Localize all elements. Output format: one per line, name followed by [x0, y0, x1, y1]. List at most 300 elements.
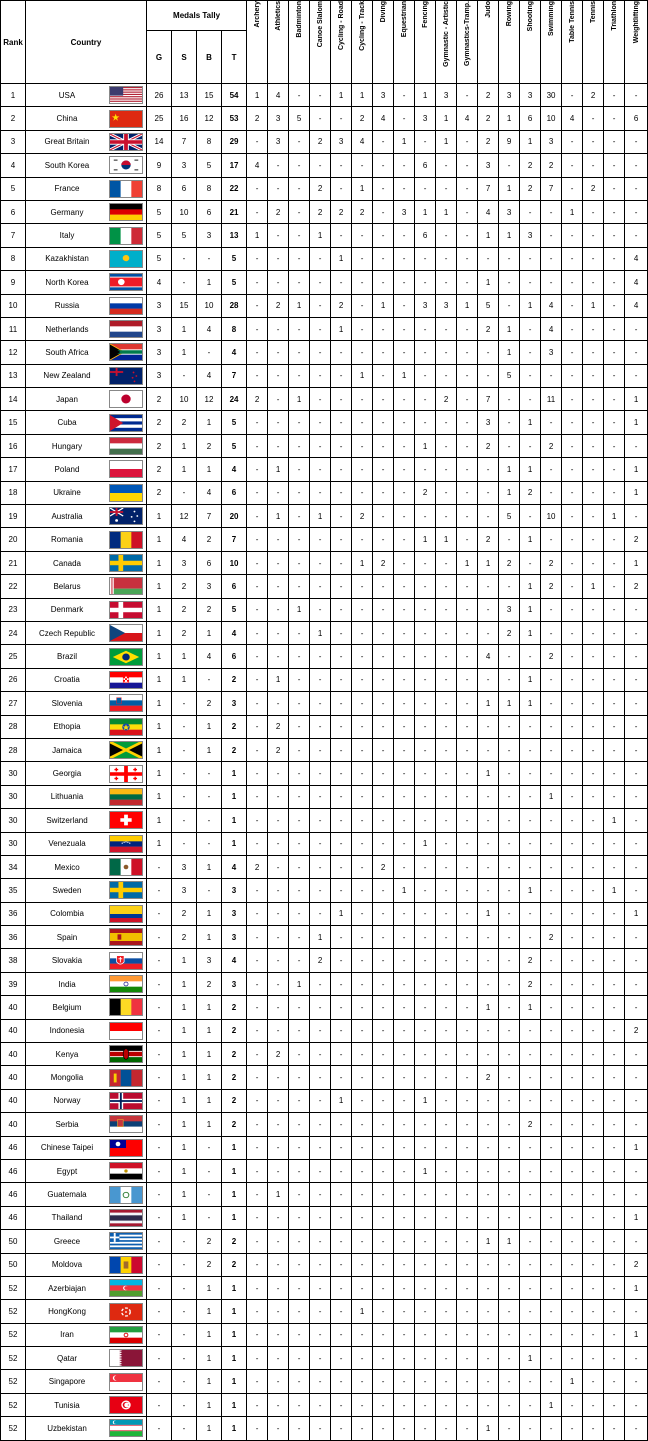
rank-cell: 35: [1, 879, 26, 902]
sport-cell: -: [604, 1370, 625, 1393]
sport-cell: -: [310, 972, 331, 995]
sport-cell: -: [562, 1136, 583, 1159]
country-cell: [26, 247, 147, 270]
sport-cell: 2: [583, 84, 604, 107]
sport-cell: 1: [247, 224, 268, 247]
sport-cell: -: [352, 972, 373, 995]
sport-cell: -: [478, 879, 499, 902]
sport-cell: -: [268, 1300, 289, 1323]
gold-cell: 1: [147, 551, 172, 574]
gold-cell: 9: [147, 154, 172, 177]
sport-cell: -: [478, 1136, 499, 1159]
sport-cell: 1: [604, 879, 625, 902]
bronze-cell: -: [197, 668, 222, 691]
sport-cell: -: [352, 528, 373, 551]
skorea-flag-icon: [108, 156, 144, 174]
sport-cell: 2: [625, 528, 648, 551]
country-name: Indonesia: [49, 1026, 85, 1036]
rank-cell: 38: [1, 949, 26, 972]
bronze-cell: 6: [197, 200, 222, 223]
sport-cell: -: [394, 1206, 415, 1229]
sport-cell: 1: [478, 692, 499, 715]
sport-cell: -: [436, 364, 457, 387]
country-name: Chinese Taipei: [40, 1143, 94, 1153]
bronze-cell: 4: [197, 317, 222, 340]
sport-cell: -: [289, 668, 310, 691]
sport-cell: -: [478, 1206, 499, 1229]
sport-cell: -: [289, 1393, 310, 1416]
sport-cell: -: [499, 388, 520, 411]
sport-cell: -: [457, 84, 478, 107]
sport-cell: -: [289, 785, 310, 808]
sport-cell: 1: [457, 551, 478, 574]
sport-cell: -: [499, 1347, 520, 1370]
sport-cell: -: [625, 1370, 648, 1393]
country-cell: [26, 855, 147, 878]
sport-cell: -: [394, 1230, 415, 1253]
country-name: Switzerland: [46, 815, 88, 825]
sport-cell: -: [457, 200, 478, 223]
sport-cell: -: [520, 247, 541, 270]
sport-cell: -: [352, 1159, 373, 1182]
sport-cell: -: [499, 411, 520, 434]
sport-cell: -: [247, 972, 268, 995]
sport-cell: -: [604, 1183, 625, 1206]
sport-cell: -: [541, 1347, 562, 1370]
sport-cell: -: [310, 1276, 331, 1299]
gold-cell: -: [147, 1393, 172, 1416]
sport-cell: -: [625, 692, 648, 715]
country-cell: [26, 481, 147, 504]
silver-cell: 3: [172, 551, 197, 574]
sport-cell: -: [562, 177, 583, 200]
country-name: Kenya: [55, 1049, 79, 1059]
sport-cell: -: [583, 926, 604, 949]
country-cell: [26, 598, 147, 621]
sport-cell: -: [289, 645, 310, 668]
country-cell: [26, 411, 147, 434]
rank-cell: 22: [1, 575, 26, 598]
table-row: [1, 1370, 648, 1393]
sport-cell: -: [583, 1276, 604, 1299]
sport-cell: -: [373, 388, 394, 411]
sport-cell: -: [289, 575, 310, 598]
sport-cell: -: [352, 762, 373, 785]
sport-cell: -: [289, 1276, 310, 1299]
sport-cell: -: [268, 879, 289, 902]
sport-cell: -: [331, 996, 352, 1019]
sweden-flag-icon: [108, 881, 144, 899]
country-cell: [26, 668, 147, 691]
sport-cell: -: [268, 1113, 289, 1136]
silver-cell: 2: [172, 575, 197, 598]
sport-cell: -: [457, 458, 478, 481]
sport-cell: -: [562, 1347, 583, 1370]
sport-cell: -: [562, 645, 583, 668]
country-name: Egypt: [56, 1166, 78, 1176]
sport-cell: -: [625, 364, 648, 387]
sport-cell: 4: [478, 645, 499, 668]
gold-cell: 1: [147, 528, 172, 551]
moldova-flag-icon: [108, 1256, 144, 1274]
sport-cell: 1: [478, 551, 499, 574]
sport-cell: 1: [499, 1230, 520, 1253]
country-name: Italy: [59, 231, 75, 241]
cuba-flag-icon: [108, 414, 144, 432]
sport-cell: -: [352, 1370, 373, 1393]
japan-flag-icon: [108, 390, 144, 408]
sport-cell: -: [478, 1159, 499, 1182]
sport-cell: 2: [541, 645, 562, 668]
silver-cell: 15: [172, 294, 197, 317]
sport-cell: -: [289, 458, 310, 481]
sport-cell: -: [583, 1066, 604, 1089]
sport-cell: -: [331, 668, 352, 691]
sport-cell: -: [331, 1136, 352, 1159]
table-row: [1, 645, 648, 668]
silver-cell: -: [172, 1323, 197, 1346]
silver-cell: 1: [172, 1183, 197, 1206]
sport-cell: -: [310, 388, 331, 411]
sport-cell: -: [268, 575, 289, 598]
gold-cell: -: [147, 1066, 172, 1089]
sport-cell: -: [562, 1183, 583, 1206]
sport-cell: -: [310, 1019, 331, 1042]
sport-cell: -: [478, 1300, 499, 1323]
sport-cell: 1: [478, 902, 499, 925]
sport-cell: 1: [625, 1136, 648, 1159]
sport-cell: -: [394, 1089, 415, 1112]
sport-cell: -: [604, 458, 625, 481]
sport-cell: -: [268, 154, 289, 177]
sport-cell: -: [247, 575, 268, 598]
gold-cell: 26: [147, 84, 172, 107]
country-name: Slovenia: [51, 698, 83, 708]
country-name: New Zealand: [43, 371, 91, 381]
sport-cell: -: [394, 809, 415, 832]
header-sport-13: Shooting: [520, 1, 541, 84]
bronze-cell: 1: [197, 621, 222, 644]
sport-cell: 4: [541, 317, 562, 340]
country-name: South Korea: [44, 160, 90, 170]
gold-cell: 1: [147, 692, 172, 715]
sport-cell: -: [352, 668, 373, 691]
sport-cell: 2: [247, 388, 268, 411]
sport-cell: -: [520, 855, 541, 878]
total-cell: 29: [222, 130, 247, 153]
sport-cell: -: [394, 1043, 415, 1066]
sport-cell: 1: [520, 411, 541, 434]
country-name: Hungary: [51, 441, 83, 451]
sport-cell: -: [247, 996, 268, 1019]
rank-cell: 52: [1, 1347, 26, 1370]
sport-cell: -: [436, 1417, 457, 1440]
silver-cell: 3: [172, 154, 197, 177]
sport-cell: -: [310, 1113, 331, 1136]
sport-cell: -: [394, 1370, 415, 1393]
silver-cell: -: [172, 809, 197, 832]
sport-cell: 2: [352, 505, 373, 528]
country-name: South Africa: [45, 347, 89, 357]
sport-cell: -: [268, 785, 289, 808]
sport-cell: 1: [415, 1089, 436, 1112]
gold-cell: -: [147, 1043, 172, 1066]
country-cell: [26, 1206, 147, 1229]
sport-cell: -: [604, 1230, 625, 1253]
sport-cell: -: [604, 1159, 625, 1182]
table-row: [1, 715, 648, 738]
sport-cell: -: [457, 1347, 478, 1370]
sport-cell: -: [415, 130, 436, 153]
sport-cell: -: [520, 434, 541, 457]
sport-cell: -: [562, 855, 583, 878]
sport-cell: -: [457, 1300, 478, 1323]
sport-cell: -: [625, 949, 648, 972]
sport-cell: -: [289, 1066, 310, 1089]
sport-cell: -: [499, 1043, 520, 1066]
bronze-cell: 1: [197, 1276, 222, 1299]
sport-cell: -: [457, 855, 478, 878]
sport-cell: -: [310, 1136, 331, 1159]
sport-cell: -: [541, 1066, 562, 1089]
sport-cell: -: [436, 434, 457, 457]
header-sport-8: Fencing: [415, 1, 436, 84]
country-cell: [26, 364, 147, 387]
rank-cell: 7: [1, 224, 26, 247]
sport-cell: -: [604, 598, 625, 621]
sport-cell: -: [310, 1323, 331, 1346]
sport-cell: 1: [499, 458, 520, 481]
gold-cell: 5: [147, 200, 172, 223]
sport-cell: -: [289, 551, 310, 574]
country-cell: [26, 926, 147, 949]
sport-cell: -: [583, 668, 604, 691]
sport-cell: -: [268, 902, 289, 925]
sport-cell: -: [310, 107, 331, 130]
sport-cell: -: [520, 341, 541, 364]
sport-cell: -: [415, 1347, 436, 1370]
sport-cell: -: [436, 668, 457, 691]
sport-cell: -: [373, 972, 394, 995]
silver-cell: -: [172, 1347, 197, 1370]
sport-cell: -: [583, 107, 604, 130]
total-cell: 28: [222, 294, 247, 317]
sport-cell: -: [373, 1417, 394, 1440]
country-cell: [26, 271, 147, 294]
sport-cell: -: [310, 84, 331, 107]
sport-cell: -: [331, 575, 352, 598]
silver-cell: 1: [172, 972, 197, 995]
table-row: [1, 1043, 648, 1066]
table-row: [1, 294, 648, 317]
sport-cell: -: [436, 972, 457, 995]
sport-cell: -: [604, 738, 625, 761]
sport-cell: -: [373, 1276, 394, 1299]
gold-cell: -: [147, 1019, 172, 1042]
sport-cell: -: [457, 926, 478, 949]
silver-cell: 1: [172, 1066, 197, 1089]
header-country: Country: [26, 1, 147, 84]
silver-cell: -: [172, 762, 197, 785]
sport-cell: -: [394, 1019, 415, 1042]
sport-cell: -: [289, 1089, 310, 1112]
sport-cell: -: [373, 411, 394, 434]
sport-cell: -: [289, 1347, 310, 1370]
sport-cell: -: [268, 972, 289, 995]
nkorea-flag-icon: [108, 273, 144, 291]
sport-cell: -: [478, 715, 499, 738]
sport-cell: -: [520, 1323, 541, 1346]
silver-cell: 4: [172, 528, 197, 551]
country-name: Thailand: [51, 1213, 83, 1223]
sport-cell: -: [415, 364, 436, 387]
sport-cell: -: [625, 1066, 648, 1089]
sport-cell: -: [394, 785, 415, 808]
sport-cell: -: [562, 996, 583, 1019]
sport-cell: -: [478, 458, 499, 481]
sport-cell: -: [520, 200, 541, 223]
sport-cell: -: [394, 1417, 415, 1440]
rank-cell: 14: [1, 388, 26, 411]
sport-cell: 5: [289, 107, 310, 130]
sport-cell: -: [520, 551, 541, 574]
sport-cell: -: [247, 1253, 268, 1276]
sport-cell: -: [352, 738, 373, 761]
sport-cell: -: [499, 996, 520, 1019]
table-row: [1, 84, 648, 107]
sport-cell: -: [541, 902, 562, 925]
sport-cell: -: [583, 481, 604, 504]
table-row: [1, 738, 648, 761]
sport-cell: -: [310, 551, 331, 574]
sport-cell: -: [415, 1253, 436, 1276]
rank-cell: 30: [1, 762, 26, 785]
sport-cell: -: [541, 528, 562, 551]
sport-cell: 1: [520, 879, 541, 902]
country-name: Ukraine: [53, 488, 81, 498]
czech-flag-icon: [108, 624, 144, 642]
sport-cell: -: [289, 762, 310, 785]
bronze-cell: 3: [197, 575, 222, 598]
sport-cell: -: [310, 1159, 331, 1182]
country-cell: [26, 528, 147, 551]
table-row: [1, 551, 648, 574]
sport-cell: -: [373, 481, 394, 504]
sport-cell: -: [373, 1159, 394, 1182]
sport-cell: -: [247, 715, 268, 738]
sport-cell: -: [415, 692, 436, 715]
sport-cell: -: [541, 1089, 562, 1112]
silver-cell: 2: [172, 598, 197, 621]
sport-cell: -: [583, 1019, 604, 1042]
sport-cell: -: [604, 528, 625, 551]
country-name: Netherlands: [45, 324, 89, 334]
total-cell: 7: [222, 528, 247, 551]
rank-cell: 40: [1, 1019, 26, 1042]
country-cell: [26, 1136, 147, 1159]
sport-cell: -: [289, 200, 310, 223]
sport-cell: -: [562, 879, 583, 902]
sport-cell: -: [268, 247, 289, 270]
gb-flag-icon: [108, 133, 144, 151]
sport-cell: -: [352, 317, 373, 340]
total-cell: 2: [222, 1043, 247, 1066]
rank-cell: 52: [1, 1276, 26, 1299]
sport-cell: -: [373, 575, 394, 598]
sport-cell: -: [499, 972, 520, 995]
sport-cell: -: [247, 879, 268, 902]
sport-cell: -: [478, 598, 499, 621]
total-cell: 7: [222, 364, 247, 387]
sport-cell: -: [583, 621, 604, 644]
sport-cell: -: [562, 972, 583, 995]
silver-cell: -: [172, 832, 197, 855]
sport-cell: -: [457, 481, 478, 504]
bronze-cell: -: [197, 809, 222, 832]
country-name: Azerbiajan: [48, 1283, 86, 1293]
sport-cell: -: [583, 154, 604, 177]
sport-cell: 1: [268, 1183, 289, 1206]
sport-cell: -: [625, 1347, 648, 1370]
sport-cell: -: [373, 154, 394, 177]
sport-cell: -: [373, 1347, 394, 1370]
sport-cell: -: [394, 177, 415, 200]
sport-cell: -: [268, 1253, 289, 1276]
rank-cell: 46: [1, 1136, 26, 1159]
country-cell: [26, 200, 147, 223]
sport-cell: -: [247, 902, 268, 925]
sport-cell: -: [520, 738, 541, 761]
sport-cell: -: [604, 411, 625, 434]
silver-cell: 10: [172, 200, 197, 223]
sport-cell: -: [520, 809, 541, 832]
sport-cell: -: [415, 1417, 436, 1440]
sport-cell: -: [625, 434, 648, 457]
sport-cell: 3: [415, 294, 436, 317]
sport-cell: -: [541, 1136, 562, 1159]
sport-cell: -: [247, 458, 268, 481]
sport-cell: -: [415, 972, 436, 995]
sport-cell: -: [583, 247, 604, 270]
sport-cell: -: [289, 832, 310, 855]
sport-cell: 7: [478, 388, 499, 411]
sport-cell: -: [331, 1417, 352, 1440]
country-cell: [26, 972, 147, 995]
sport-cell: 1: [373, 294, 394, 317]
netherlands-flag-icon: [108, 320, 144, 338]
sport-cell: -: [247, 1230, 268, 1253]
country-name: Japan: [56, 394, 78, 404]
sport-cell: -: [457, 972, 478, 995]
bronze-cell: -: [197, 1183, 222, 1206]
sport-cell: -: [373, 598, 394, 621]
table-row: [1, 1300, 648, 1323]
sport-cell: -: [331, 715, 352, 738]
sport-cell: -: [520, 1066, 541, 1089]
sport-cell: -: [583, 902, 604, 925]
bronze-cell: 2: [197, 434, 222, 457]
sport-cell: -: [415, 879, 436, 902]
country-name: Denmark: [50, 605, 84, 615]
sport-cell: -: [457, 154, 478, 177]
country-cell: [26, 738, 147, 761]
sport-cell: -: [604, 1089, 625, 1112]
sport-cell: -: [436, 1276, 457, 1299]
sport-cell: -: [562, 1417, 583, 1440]
sport-cell: -: [457, 177, 478, 200]
sport-cell: -: [352, 1276, 373, 1299]
silver-cell: 2: [172, 902, 197, 925]
